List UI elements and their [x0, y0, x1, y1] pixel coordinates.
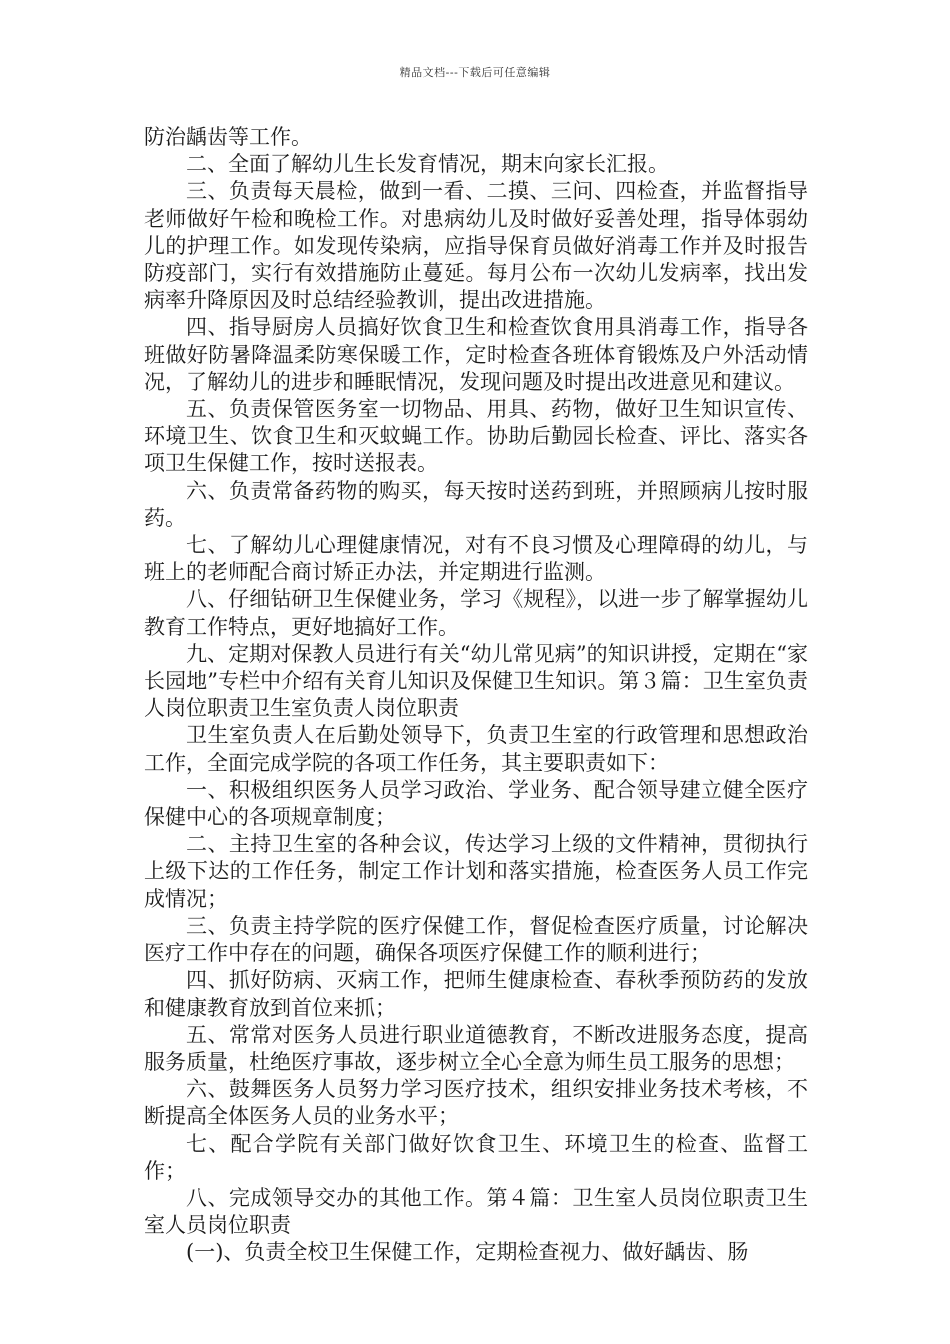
paragraph: 五、负责保管医务室一切物品、用具、药物，做好卫生知识宣传、环境卫生、饮食卫生和灭蚊蝇工作。协助后勤园长检查、评比、落实各项卫生保健工作，按时送报表。: [144, 397, 808, 476]
paragraph: 六、鼓舞医务人员努力学习医疗技术，组织安排业务技术考核，不断提高全体医务人员的业务水平；: [144, 1077, 808, 1129]
paragraph: (一)、负责全校卫生保健工作，定期检查视力、做好龋齿、肠: [186, 1240, 749, 1265]
paragraph: 七、配合学院有关部门做好饮食卫生、环境卫生的检查、监督工作；: [144, 1131, 808, 1183]
paragraph: 一、积极组织医务人员学习政治、学业务、配合领导建立健全医疗保健中心的各项规章制度；: [144, 777, 808, 830]
paragraph: 七、了解幼儿心理健康情况，对有不良习惯及心理障碍的幼儿，与班上的老师配合商讨矫正办法，并定期进行监测。: [144, 533, 808, 585]
paragraph: 八、完成领导交办的其他工作。第４篇：卫生室人员岗位职责卫生室人员岗位职责: [144, 1185, 808, 1238]
paragraph: 四、指导厨房人员搞好饮食卫生和检查饮食用具消毒工作，指导各班做好防暑降温柔防寒保暖工作，定时检查各班体育锻炼及户外活动情况，了解幼儿的进步和睡眠情况，发现问题及时提出改进意见和建议。: [144, 315, 808, 394]
paragraph: 二、主持卫生室的各种会议，传达学习上级的文件精神，贯彻执行上级下达的工作任务，制定工作计划和落实措施，检查医务人员工作完成情况；: [144, 832, 808, 911]
paragraph: 九、定期对保教人员进行有关“幼儿常见病”的知识讲授，定期在“家长园地”专栏中介绍有关育儿知识及保健卫生知识。第３篇：卫生室负责人岗位职责卫生室负责人岗位职责: [144, 641, 808, 721]
paragraph: 二、全面了解幼儿生长发育情况，期末向家长汇报。: [186, 152, 669, 177]
paragraph: 四、抓好防病、灭病工作，把师生健康检查、春秋季预防药的发放和健康教育放到首位来抓；: [144, 968, 808, 1020]
paragraph: 八、仔细钻研卫生保健业务，学习《规程》，以进一步了解掌握幼儿教育工作特点，更好地搞好工作。: [144, 587, 808, 639]
paragraph: 三、负责每天晨检，做到一看、二摸、三问、四检查，并监督指导老师做好午检和晚检工作。对患病幼儿及时做好妥善处理，指导体弱幼儿的护理工作。如发现传染病，应指导保育员做好消毒工作并及时报告防疫部门，实行有效措施防止蔓延。每月公布一次幼儿发病率，找出发病率升降原因及时总结经验教训，提出改进措施。: [144, 179, 808, 313]
paragraph: 卫生室负责人在后勤处领导下，负责卫生室的行政管理和思想政治工作，全面完成学院的各项工作任务，其主要职责如下：: [144, 723, 808, 775]
paragraph: 三、负责主持学院的医疗保健工作，督促检查医疗质量，讨论解决医疗工作中存在的问题，确保各项医疗保健工作的顺利进行；: [144, 913, 808, 966]
paragraph: 六、负责常备药物的购买，每天按时送药到班，并照顾病儿按时服药。: [144, 478, 808, 530]
page-header: 精品文档---下载后可任意编辑: [399, 66, 551, 79]
paragraph: 防治龋齿等工作。: [144, 125, 312, 149]
document-body: [144, 124, 808, 1267]
paragraph: 五、常常对医务人员进行职业道德教育，不断改进服务态度，提高服务质量，杜绝医疗事故，逐步树立全心全意为师生员工服务的思想；: [144, 1022, 808, 1074]
